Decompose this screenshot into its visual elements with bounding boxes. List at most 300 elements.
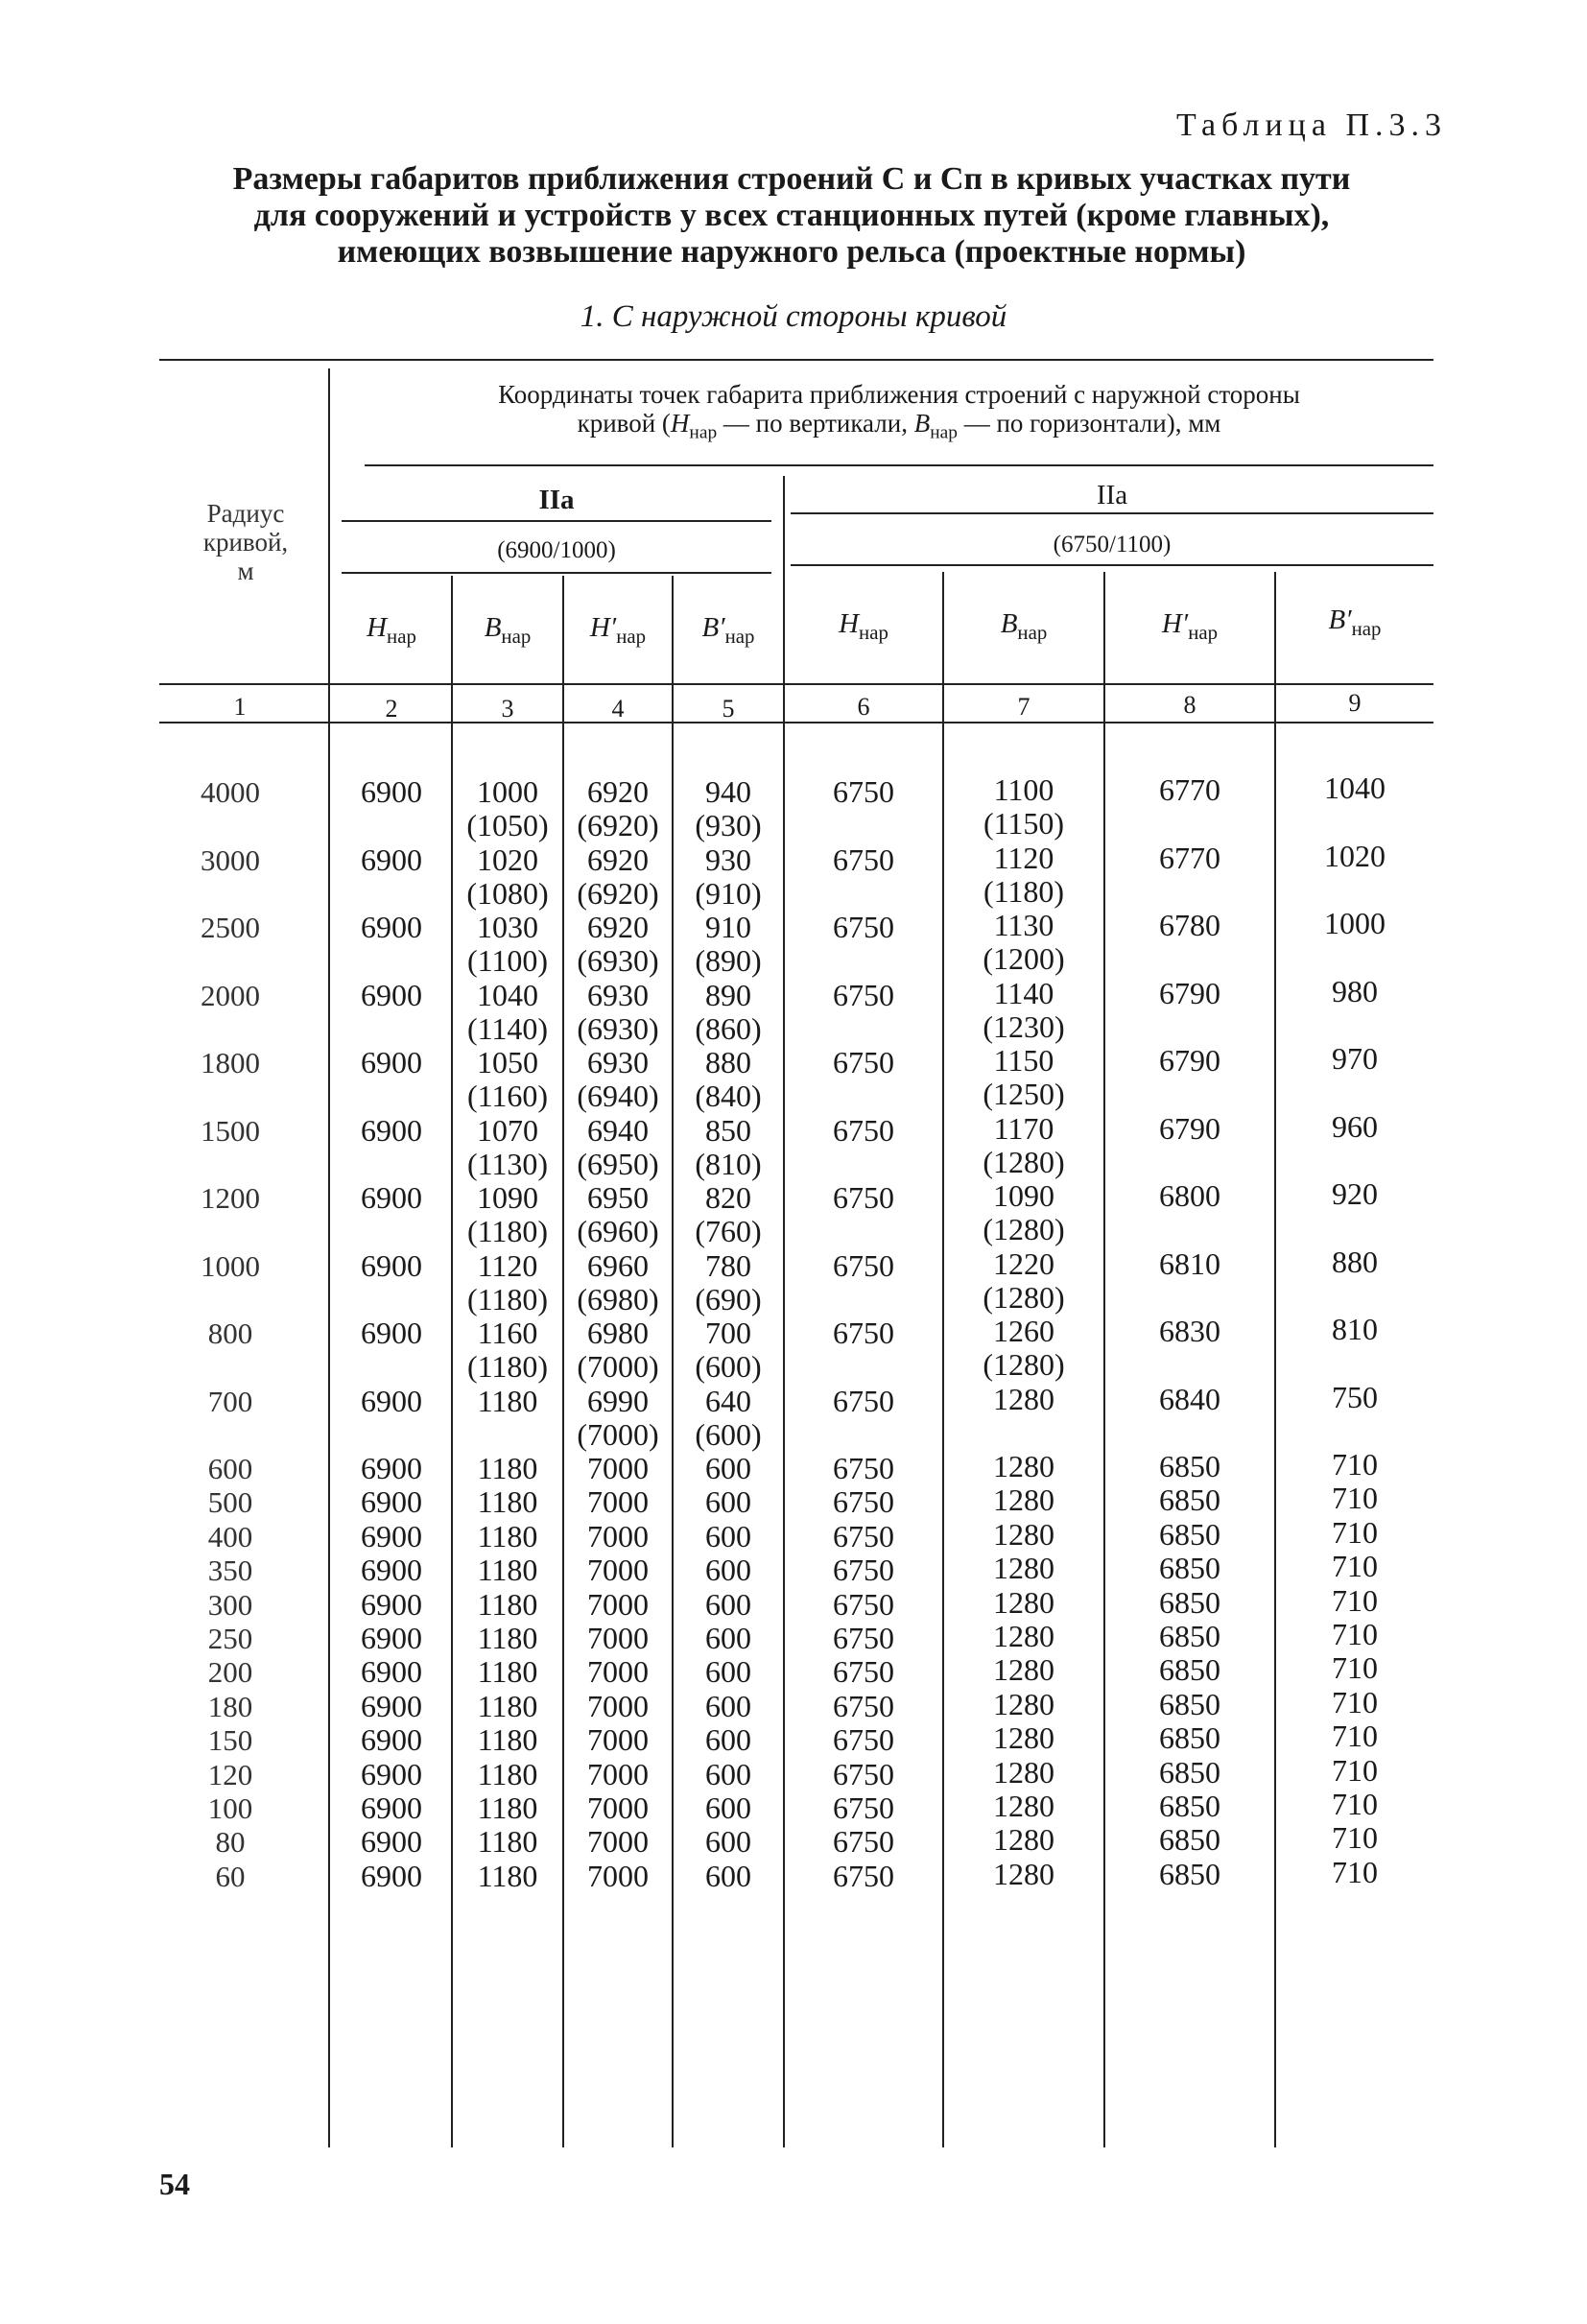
value-cell: 6750: [833, 1756, 894, 1791]
value-cell: 6900: [361, 1247, 422, 1283]
value-cell: 6750: [833, 1247, 894, 1283]
value-cell: 6770: [1159, 840, 1220, 875]
value-cell: 7000: [587, 1688, 649, 1723]
value-cell: 1180: [477, 1518, 538, 1553]
value-cell: 710: [1332, 1752, 1378, 1788]
symbol: H′: [1161, 608, 1189, 639]
value-cell: 1180: [477, 1790, 538, 1825]
value-cell: 920: [1332, 1176, 1378, 1211]
value-cell: 750: [1332, 1379, 1378, 1414]
radius-cell: 400: [207, 1519, 253, 1553]
value-cell: 6900: [361, 1790, 422, 1825]
value-cell: 6960: [587, 1247, 649, 1283]
radius-cell: 500: [207, 1485, 253, 1520]
value-cell: (6960): [577, 1214, 659, 1248]
value-cell: 1000: [1324, 906, 1386, 940]
radius-cell: 1500: [201, 1113, 260, 1148]
value-cell: 7000: [587, 1858, 649, 1893]
value-cell: 1120: [993, 840, 1054, 875]
value-cell: 710: [1332, 1481, 1378, 1516]
value-cell: 710: [1332, 1549, 1378, 1584]
subscript: нар: [930, 422, 958, 443]
value-cell: (6930): [577, 1010, 659, 1046]
value-cell: 1180: [477, 1858, 538, 1893]
value-cell: 890: [705, 977, 751, 1012]
col-h-prime-nar: [564, 612, 672, 649]
value-cell: (1080): [466, 875, 549, 911]
value-cell: 1040: [477, 977, 538, 1012]
value-cell: 600: [705, 1722, 751, 1758]
value-cell: 1130: [993, 908, 1054, 942]
col-b-prime-nar-2: [1276, 605, 1433, 641]
subscript: нар: [387, 624, 416, 648]
value-cell: 7000: [587, 1518, 649, 1553]
value-cell: 600: [705, 1688, 751, 1723]
value-cell: (6940): [577, 1079, 659, 1113]
value-cell: 6900: [361, 1824, 422, 1860]
value-cell: 7000: [587, 1484, 649, 1520]
value-cell: 1280: [993, 1619, 1054, 1653]
radius-column-rule: [328, 368, 330, 2147]
value-cell: (1280): [983, 1347, 1065, 1382]
value-cell: 600: [705, 1824, 751, 1860]
value-cell: 6750: [833, 977, 894, 1012]
subscript: нар: [1351, 616, 1382, 640]
radius-cell: 800: [207, 1316, 253, 1350]
col-h-nar: [334, 612, 449, 649]
value-cell: (1180): [466, 1281, 549, 1316]
value-cell: 1040: [1324, 771, 1386, 805]
value-cell: 1050: [477, 1045, 538, 1079]
value-cell: 6850: [1159, 1619, 1220, 1653]
value-cell: (1280): [983, 1279, 1065, 1315]
value-cell: (760): [695, 1214, 762, 1248]
value-cell: 6750: [833, 1518, 894, 1553]
value-cell: 1180: [477, 1654, 538, 1690]
column-number: 2: [385, 695, 398, 723]
symbol: B: [1000, 608, 1018, 639]
value-cell: 6850: [1159, 1584, 1220, 1620]
value-cell: 6840: [1159, 1381, 1220, 1416]
value-cell: 6950: [587, 1180, 649, 1215]
value-cell: 6940: [587, 1112, 649, 1148]
column-number: 6: [857, 693, 870, 721]
value-cell: (1180): [466, 1349, 549, 1384]
value-cell: 6930: [587, 1045, 649, 1079]
coords-text: — по вертикали,: [717, 409, 914, 438]
radius-header-line: м: [237, 557, 254, 585]
value-cell: 6900: [361, 1484, 422, 1520]
table-top-rule: [159, 359, 1433, 361]
value-cell: 1070: [477, 1112, 538, 1148]
value-cell: 6900: [361, 1688, 422, 1723]
value-cell: 910: [705, 910, 751, 944]
value-cell: 6770: [1159, 772, 1220, 807]
table-title: [134, 161, 1449, 271]
value-cell: (1130): [466, 1146, 549, 1181]
group2-subtitle: (6750/1100): [1053, 532, 1172, 557]
value-cell: 6750: [833, 1451, 894, 1485]
value-cell: 7000: [587, 1654, 649, 1690]
value-cell: 6780: [1159, 908, 1220, 942]
value-cell: 880: [705, 1045, 751, 1079]
value-cell: 600: [705, 1756, 751, 1791]
value-cell: 6800: [1159, 1178, 1220, 1213]
value-cell: (1140): [466, 1010, 549, 1046]
coords-text: — по горизонтали), мм: [957, 409, 1221, 438]
value-cell: 710: [1332, 1787, 1378, 1821]
value-cell: 6830: [1159, 1314, 1220, 1348]
value-cell: (6930): [577, 943, 659, 978]
value-cell: 6850: [1159, 1720, 1220, 1756]
value-cell: 710: [1332, 1582, 1378, 1618]
radius-cell: 1200: [201, 1181, 260, 1215]
value-cell: 6750: [833, 842, 894, 877]
value-cell: 710: [1332, 1447, 1378, 1482]
value-cell: 880: [1332, 1244, 1378, 1279]
value-cell: 1180: [477, 1586, 538, 1622]
value-cell: 1280: [993, 1754, 1054, 1790]
value-cell: 1280: [993, 1482, 1054, 1518]
value-cell: 6750: [833, 910, 894, 944]
value-cell: 6920: [587, 910, 649, 944]
symbol: B: [484, 612, 502, 643]
group1-rule-top: [342, 520, 771, 522]
value-cell: 6900: [361, 842, 422, 877]
value-cell: 1280: [993, 1652, 1054, 1688]
value-cell: 6900: [361, 1586, 422, 1622]
value-cell: 1100: [993, 772, 1054, 807]
group2-rule-top: [791, 512, 1433, 514]
value-cell: 6850: [1159, 1551, 1220, 1586]
value-cell: 6850: [1159, 1652, 1220, 1688]
value-cell: 6810: [1159, 1245, 1220, 1281]
page-number: 54: [159, 2167, 190, 2201]
value-cell: 710: [1332, 1617, 1378, 1651]
subscript: нар: [1017, 620, 1048, 644]
value-cell: 6750: [833, 1045, 894, 1079]
value-cell: 6750: [833, 1621, 894, 1655]
value-cell: (6950): [577, 1146, 659, 1181]
value-cell: 6850: [1159, 1686, 1220, 1721]
value-cell: 600: [705, 1586, 751, 1622]
value-cell: 1120: [477, 1247, 538, 1283]
subscript: нар: [724, 624, 755, 648]
value-cell: 7000: [587, 1621, 649, 1655]
value-cell: 710: [1332, 1684, 1378, 1719]
column-number: 9: [1348, 689, 1362, 717]
value-cell: (1180): [466, 1214, 549, 1248]
column-number: 4: [611, 695, 625, 723]
value-cell: (1100): [466, 943, 549, 978]
radius-cell: 300: [207, 1587, 253, 1622]
value-cell: (1200): [983, 941, 1065, 976]
value-cell: 6900: [361, 1654, 422, 1690]
value-cell: 6750: [833, 1790, 894, 1825]
value-cell: 6900: [361, 977, 422, 1012]
value-cell: 6750: [833, 1112, 894, 1148]
value-cell: 940: [705, 774, 751, 809]
value-cell: 1150: [993, 1043, 1054, 1078]
radius-cell: 3000: [201, 842, 260, 877]
value-cell: 600: [705, 1858, 751, 1893]
value-cell: 930: [705, 842, 751, 877]
radius-cell: 1800: [201, 1046, 260, 1079]
value-cell: (1230): [983, 1008, 1065, 1044]
value-cell: 6900: [361, 1045, 422, 1079]
value-cell: 7000: [587, 1722, 649, 1758]
value-cell: 960: [1332, 1108, 1378, 1144]
value-cell: 600: [705, 1518, 751, 1553]
b-symbol: B: [913, 409, 931, 438]
value-cell: (810): [695, 1146, 762, 1181]
coords-header-line: [355, 409, 1443, 447]
radius-cell: 180: [207, 1689, 253, 1723]
subscript: нар: [501, 624, 532, 648]
value-cell: 1280: [993, 1516, 1054, 1552]
value-cell: 980: [1332, 973, 1378, 1008]
value-cell: 6750: [833, 1722, 894, 1758]
value-cell: 6900: [361, 1621, 422, 1655]
value-cell: 6790: [1159, 975, 1220, 1010]
table-label: Таблица П.3.3: [1176, 107, 1447, 143]
coords-rule: [365, 464, 1433, 466]
value-cell: 970: [1332, 1041, 1378, 1076]
value-cell: 6900: [361, 910, 422, 944]
value-cell: 6900: [361, 1518, 422, 1553]
value-cell: 1160: [477, 1316, 538, 1350]
value-cell: 710: [1332, 1854, 1378, 1889]
radius-header-line: Радиус: [206, 499, 285, 528]
column-rule: [1103, 572, 1105, 2147]
value-cell: (1250): [983, 1077, 1065, 1111]
value-cell: 6750: [833, 1586, 894, 1622]
value-cell: 1180: [477, 1824, 538, 1860]
radius-cell: 2500: [201, 911, 260, 944]
value-cell: (7000): [577, 1349, 659, 1384]
value-cell: 7000: [587, 1824, 649, 1860]
value-cell: 1180: [477, 1688, 538, 1723]
value-cell: (860): [695, 1010, 762, 1046]
subscript: нар: [616, 624, 647, 648]
subscript: нар: [1188, 620, 1219, 644]
radius-cell: 80: [215, 1825, 246, 1860]
value-cell: 6990: [587, 1383, 649, 1418]
value-cell: 7000: [587, 1451, 649, 1485]
value-cell: 1030: [477, 910, 538, 944]
radius-cell: 150: [207, 1723, 253, 1758]
value-cell: (890): [695, 943, 762, 978]
column-number: 7: [1017, 693, 1030, 721]
value-cell: 6790: [1159, 1110, 1220, 1146]
value-cell: 820: [705, 1180, 751, 1215]
value-cell: (600): [695, 1416, 762, 1452]
subscript: нар: [859, 620, 888, 644]
group2-rule-mid: [791, 564, 1433, 566]
value-cell: 6900: [361, 1112, 422, 1148]
value-cell: 6900: [361, 774, 422, 809]
h-symbol: H: [670, 409, 690, 438]
value-cell: 710: [1332, 1650, 1378, 1686]
value-cell: 6900: [361, 1858, 422, 1893]
value-cell: 1180: [477, 1722, 538, 1758]
radius-header-line: кривой,: [202, 528, 289, 557]
value-cell: (6980): [577, 1281, 659, 1316]
value-cell: 7000: [587, 1586, 649, 1622]
value-cell: 1140: [993, 975, 1054, 1010]
radius-cell: 1000: [201, 1248, 260, 1283]
value-cell: 1280: [993, 1822, 1054, 1858]
symbol: H′: [589, 612, 617, 643]
group1-rule-mid: [342, 572, 771, 574]
value-cell: 6750: [833, 1484, 894, 1520]
value-cell: (600): [695, 1349, 762, 1384]
title-line: для сооружений и устройств у всех станционных путей (кроме главных),: [253, 198, 1330, 233]
value-cell: 6750: [833, 1858, 894, 1893]
group1-subtitle: (6900/1000): [497, 537, 616, 563]
value-cell: 1180: [477, 1756, 538, 1791]
value-cell: 6920: [587, 774, 649, 809]
value-cell: 1280: [993, 1856, 1054, 1891]
symbol: H: [367, 612, 388, 643]
value-cell: (1050): [466, 808, 549, 842]
coords-text: кривой (: [577, 409, 671, 438]
value-cell: 1020: [1324, 838, 1386, 873]
value-cell: 6900: [361, 1316, 422, 1350]
radius-cell: 200: [207, 1655, 253, 1690]
value-cell: 600: [705, 1621, 751, 1655]
radius-cell: 250: [207, 1622, 253, 1655]
value-cell: 1280: [993, 1584, 1054, 1620]
value-cell: 6750: [833, 1688, 894, 1723]
value-cell: 6750: [833, 1553, 894, 1588]
value-cell: 1180: [477, 1383, 538, 1418]
value-cell: 1180: [477, 1484, 538, 1520]
symbol: H: [839, 608, 860, 639]
value-cell: (1280): [983, 1212, 1065, 1246]
value-cell: (690): [695, 1281, 762, 1316]
value-cell: 6750: [833, 774, 894, 809]
value-cell: 700: [705, 1316, 751, 1350]
value-cell: 6980: [587, 1316, 649, 1350]
value-cell: 1280: [993, 1686, 1054, 1721]
value-cell: (6920): [577, 808, 659, 842]
value-cell: 6790: [1159, 1043, 1220, 1078]
value-cell: 600: [705, 1484, 751, 1520]
value-cell: 1220: [993, 1245, 1054, 1281]
value-cell: 6850: [1159, 1449, 1220, 1483]
group-divider-rule: [783, 476, 785, 2147]
value-cell: 6900: [361, 1756, 422, 1791]
value-cell: 6750: [833, 1654, 894, 1690]
value-cell: 6750: [833, 1180, 894, 1215]
value-cell: 780: [705, 1247, 751, 1283]
value-cell: 1180: [477, 1451, 538, 1485]
value-cell: 850: [705, 1112, 751, 1148]
value-cell: 1000: [477, 774, 538, 809]
value-cell: 6900: [361, 1553, 422, 1588]
value-cell: 1280: [993, 1449, 1054, 1483]
value-cell: 7000: [587, 1553, 649, 1588]
value-cell: 6900: [361, 1180, 422, 1215]
value-cell: 1280: [993, 1381, 1054, 1416]
radius-cell: 600: [207, 1452, 253, 1485]
value-cell: 710: [1332, 1820, 1378, 1856]
value-cell: (7000): [577, 1416, 659, 1452]
value-cell: 1180: [477, 1621, 538, 1655]
value-cell: 1180: [477, 1553, 538, 1588]
col-b-nar-2: [944, 608, 1103, 645]
value-cell: 6900: [361, 1722, 422, 1758]
value-cell: 600: [705, 1451, 751, 1485]
column-number: 5: [722, 695, 735, 723]
value-cell: 1260: [993, 1314, 1054, 1348]
value-cell: 600: [705, 1654, 751, 1690]
col-b-prime-nar: [674, 612, 783, 649]
value-cell: 1020: [477, 842, 538, 877]
column-number: 8: [1183, 691, 1196, 719]
value-cell: 1090: [993, 1178, 1054, 1213]
value-cell: (930): [695, 808, 762, 842]
value-cell: 6850: [1159, 1789, 1220, 1823]
col-h-nar-2: [785, 608, 942, 645]
value-cell: 7000: [587, 1756, 649, 1791]
value-cell: 6930: [587, 977, 649, 1012]
value-cell: 6750: [833, 1383, 894, 1418]
column-rule: [1274, 572, 1276, 2147]
coords-header: [355, 380, 1443, 447]
radius-cell: 100: [207, 1791, 253, 1825]
subscript: нар: [689, 422, 718, 443]
radius-cell: 350: [207, 1553, 253, 1588]
coords-header-line: Координаты точек габарита приближения строений с наружной стороны: [498, 380, 1300, 409]
value-cell: 810: [1332, 1312, 1378, 1346]
value-cell: 600: [705, 1790, 751, 1825]
radius-cell: 120: [207, 1757, 253, 1791]
value-cell: 6750: [833, 1824, 894, 1860]
radius-cell: 60: [215, 1859, 246, 1893]
column-number: 3: [501, 695, 514, 723]
group2-name: IIa: [1096, 480, 1128, 510]
value-cell: (910): [695, 875, 762, 911]
value-cell: 600: [705, 1553, 751, 1588]
value-cell: 1280: [993, 1789, 1054, 1823]
symbol: B′: [1328, 605, 1352, 635]
value-cell: 6900: [361, 1383, 422, 1418]
radius-cell: 700: [207, 1384, 253, 1418]
symbols-rule: [159, 683, 1433, 685]
symbol: B′: [701, 612, 725, 643]
value-cell: 6850: [1159, 1754, 1220, 1790]
value-cell: (1280): [983, 1144, 1065, 1179]
radius-header: [178, 499, 313, 585]
value-cell: 7000: [587, 1790, 649, 1825]
value-cell: 1280: [993, 1551, 1054, 1586]
value-cell: 6850: [1159, 1516, 1220, 1552]
value-cell: 6850: [1159, 1856, 1220, 1891]
value-cell: 6920: [587, 842, 649, 877]
value-cell: 6900: [361, 1451, 422, 1485]
section-subtitle: 1. С наружной стороны кривой: [580, 299, 1007, 334]
value-cell: 6750: [833, 1316, 894, 1350]
value-cell: (1180): [983, 873, 1065, 909]
title-line: Размеры габаритов приближения строений С и Сп в кривых участках пути: [232, 161, 1351, 197]
value-cell: 1090: [477, 1180, 538, 1215]
value-cell: (6920): [577, 875, 659, 911]
radius-cell: 4000: [201, 775, 260, 809]
value-cell: 640: [705, 1383, 751, 1418]
value-cell: 6850: [1159, 1822, 1220, 1858]
